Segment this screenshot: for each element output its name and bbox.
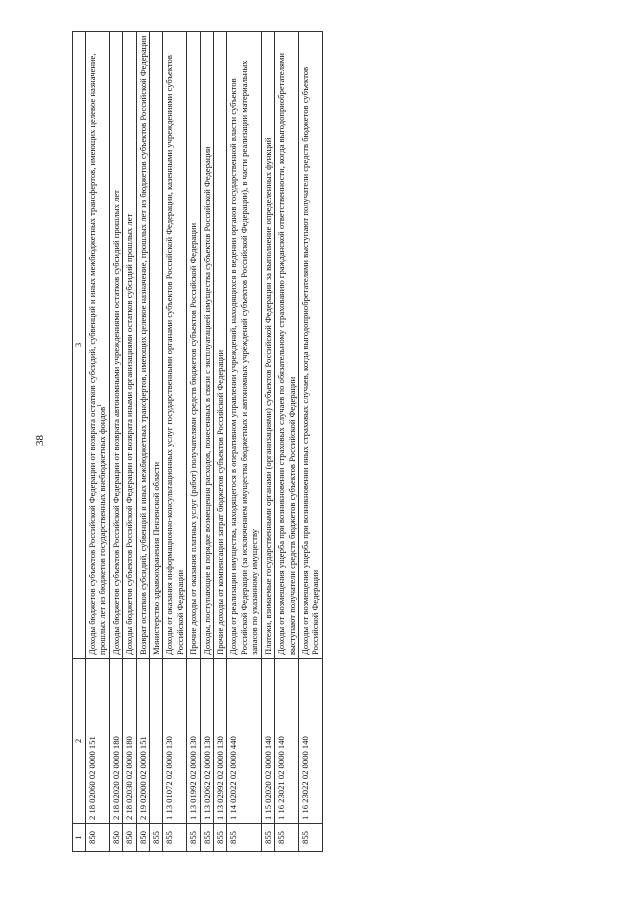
admin-code-cell: 855 [227, 824, 261, 852]
page-number: 38 [34, 435, 46, 446]
table-row [187, 32, 200, 852]
table-row [200, 32, 213, 852]
admin-code-cell: 855 [275, 824, 299, 852]
table-header-row [73, 32, 86, 852]
table-row [298, 32, 322, 852]
header-col-2: 2 [73, 659, 86, 824]
revenue-code-cell: 1 16 23021 02 0000 140 [275, 659, 299, 824]
admin-code-cell: 855 [200, 824, 213, 852]
header-col-1: 1 [73, 824, 86, 852]
revenue-name-cell [187, 32, 200, 659]
revenue-name-cell [261, 32, 274, 659]
revenue-code-cell [150, 659, 163, 824]
revenue-name-text: Доходы от возмещения ущерба при возникновении иных страховых случаев, когда выгодоприобретателями выступают получатели средств бюджетов субъектов Российской Федерации [299, 66, 321, 655]
revenue-name-text: Доходы, поступающие в порядке возмещения расходов, понесенных в связи с эксплуатацией имущества субъектов Российской Федерации [201, 146, 212, 655]
revenue-name-text: Доходы от реализации имущества, находящегося в оперативном управлении учреждений, находящихся в ведении органов государственной власти субъектов Российской Федерации (за исключением имущества бюджетных и автономных учреждений субъектов Российской Федерации), в части реализации материальных запасов по указанному имуществу [228, 60, 260, 655]
revenue-name-cell [109, 32, 122, 659]
admin-code-cell: 850 [86, 824, 110, 852]
revenue-code-cell: 1 13 01992 02 0000 130 [187, 659, 200, 824]
table-body [86, 32, 323, 852]
revenue-code-cell: 2 19 02000 02 0000 151 [136, 659, 149, 824]
table-row [136, 32, 149, 852]
revenue-name-cell [298, 32, 322, 659]
revenue-name-cell [163, 32, 187, 659]
revenue-code-cell: 1 13 02062 02 0000 130 [200, 659, 213, 824]
revenue-code-cell: 2 18 02060 02 0000 151 [86, 659, 110, 824]
table-row [261, 32, 274, 852]
revenue-name-cell [86, 32, 110, 659]
revenue-code-cell: 1 16 23022 02 0000 140 [298, 659, 322, 824]
table-row [150, 32, 163, 852]
revenue-name-text: Доходы бюджетов субъектов Российской Федерации от возврата автономными учреждениями остатков субсидий прошлых лет [110, 190, 121, 655]
admin-code-cell: 850 [109, 824, 122, 852]
revenue-name-text: Доходы от возмещения ущерба при возникновении страховых случаев по обязательному страхованию гражданской ответственности, когда выгодоприобретателями выступают получатели средств бюджетов субъектов Российской Федерации [276, 53, 297, 655]
revenue-name-text: Министерство здравоохранения Пензенской области [151, 461, 162, 655]
table-row [275, 32, 299, 852]
admin-code-cell: 850 [136, 824, 149, 852]
revenue-name-text: Прочие доходы от оказания платных услуг (работ) получателями средств бюджетов субъектов Российской Федерации [188, 222, 199, 655]
revenue-code-cell: 1 13 02992 02 0000 130 [214, 659, 227, 824]
revenue-codes-table [72, 31, 323, 852]
revenue-name-text: Доходы бюджетов субъектов Российской Федерации от возврата иными организациями остатков субсидий прошлых лет [124, 213, 135, 655]
revenue-name-text: Возврат остатков субсидий, субвенций и иных межбюджетных трансфертов, имеющих целевое назначение, прошлых лет из бюджетов субъектов Российской Федерации [137, 35, 148, 655]
revenue-name-text: Доходы от оказания информационно-консультационных услуг государственными органами субъектов Российской Федерации, казенными учреждениями субъектов Российской Федерации [164, 55, 185, 655]
table-row [86, 32, 110, 852]
revenue-name-text: Доходы бюджетов субъектов Российской Федерации от возврата остатков субсидий, субвенций и иных межбюджетных трансфертов, имеющих целевое назначение, прошлых лет из бюджетов государственных внебюджетных фондов [87, 53, 108, 655]
admin-code-cell: 855 [187, 824, 200, 852]
revenue-name-cell [136, 32, 149, 659]
admin-code-cell: 855 [214, 824, 227, 852]
footnote-marker: 1 [97, 403, 104, 407]
revenue-code-cell: 2 18 02020 02 0000 180 [109, 659, 122, 824]
table-row [123, 32, 136, 852]
rotated-table-container [72, 32, 556, 852]
revenue-name-cell [227, 32, 261, 659]
table-row [214, 32, 227, 852]
admin-code-cell: 855 [150, 824, 163, 852]
revenue-name-text: Платежи, взимаемые государственными органами (организациями) субъектов Российской Федерации за выполнение определенных функций [262, 137, 273, 655]
table-row [227, 32, 261, 852]
admin-code-cell: 855 [298, 824, 322, 852]
table-row [109, 32, 122, 852]
revenue-name-cell [123, 32, 136, 659]
admin-code-cell: 855 [163, 824, 187, 852]
revenue-code-cell: 1 14 02022 02 0000 440 [227, 659, 261, 824]
admin-code-cell: 855 [261, 824, 274, 852]
table-row [163, 32, 187, 852]
header-col-3: 3 [73, 32, 86, 659]
revenue-code-cell: 1 13 01072 02 0000 130 [163, 659, 187, 824]
revenue-name-cell [150, 32, 163, 659]
revenue-name-text: Прочие доходы от компенсации затрат бюджетов субъектов Российской Федерации [215, 349, 226, 655]
revenue-code-cell: 2 18 02030 02 0000 180 [123, 659, 136, 824]
revenue-name-cell [275, 32, 299, 659]
admin-code-cell: 850 [123, 824, 136, 852]
revenue-name-cell [214, 32, 227, 659]
revenue-code-cell: 1 15 02020 02 0000 140 [261, 659, 274, 824]
revenue-name-cell [200, 32, 213, 659]
